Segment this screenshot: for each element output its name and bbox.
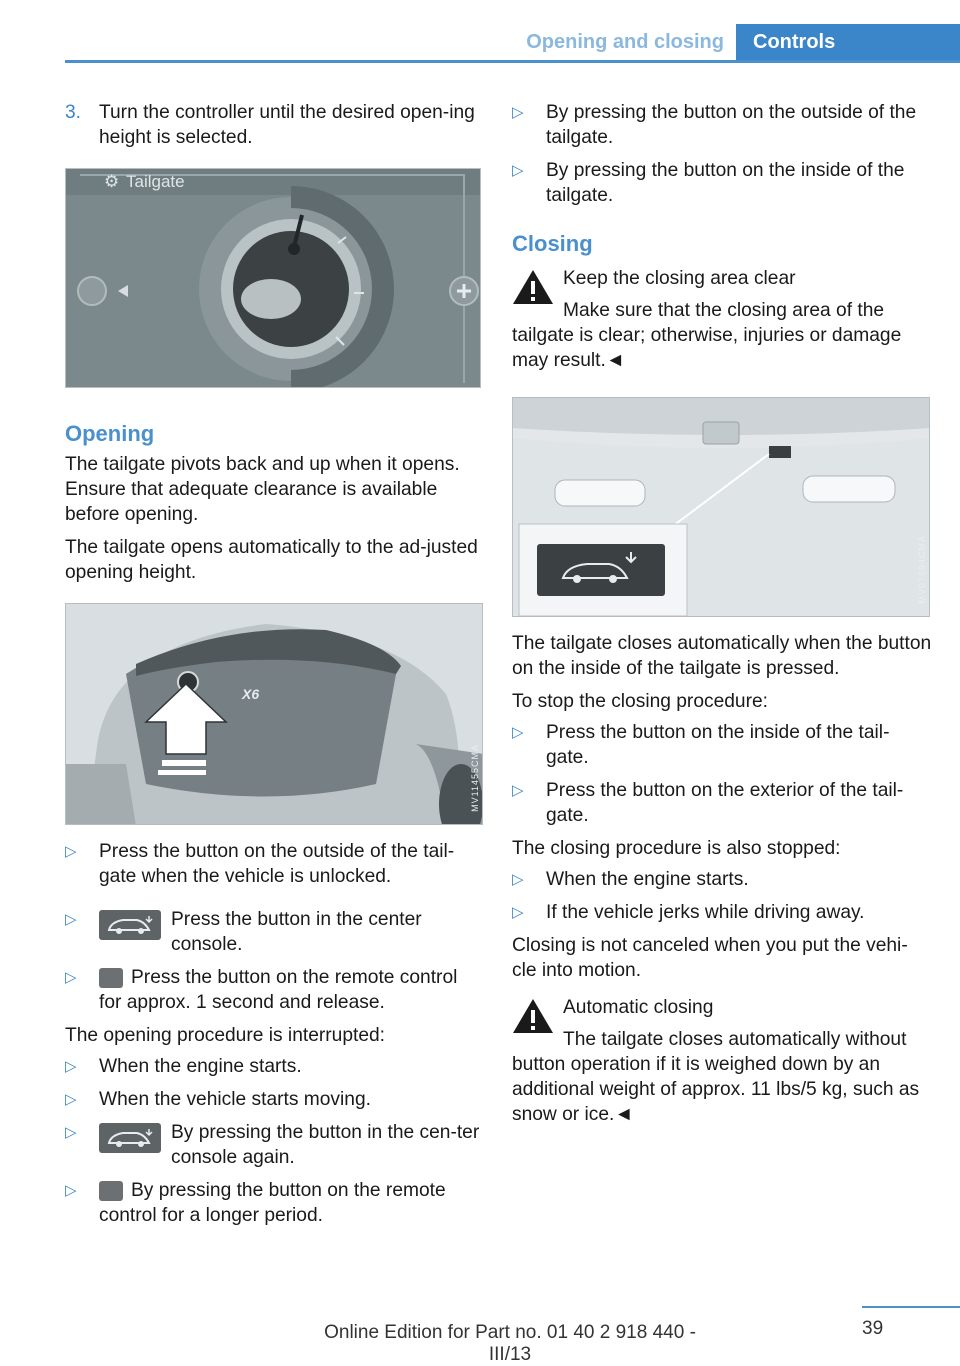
list-item (65, 1087, 485, 1112)
warning-title: Keep the closing area clear (563, 268, 796, 289)
triangle-bullet-icon: ▷ (512, 104, 524, 121)
controller-dial-illustration (66, 169, 481, 388)
list-item-text: If the vehicle jerks while driving away. (546, 902, 865, 923)
warning-triangle-icon (512, 268, 554, 306)
list-item (512, 158, 932, 208)
interrupted-label: The opening procedure is interrupted: (65, 1025, 385, 1046)
right-column (512, 100, 932, 1127)
opening-paragraph-1: The tailgate pivots back and up when it opens. Ensure that adequate clearance is available before opening. (65, 454, 460, 525)
list-item-text: By pressing the button on the outside of the tailgate. (546, 102, 917, 148)
x6-badge: X6 (242, 686, 260, 702)
triangle-bullet-icon: ▷ (65, 1182, 77, 1199)
triangle-bullet-icon: ▷ (512, 724, 524, 741)
remote-key-icon (99, 968, 123, 988)
closing-paragraph: The tailgate closes automatically when the button on the inside of the tailgate is pressed. (512, 633, 932, 679)
closing-heading: Closing (512, 231, 593, 256)
list-item-text: Press the button on the outside of the tail-gate when the vehicle is unlocked. (99, 841, 455, 887)
list-item-text: Press the button on the remote control for approx. 1 second and release. (99, 967, 458, 1013)
triangle-bullet-icon: ▷ (512, 871, 524, 888)
triangle-bullet-icon: ▷ (65, 843, 77, 860)
warning-block (512, 266, 932, 373)
triangle-bullet-icon: ▷ (65, 911, 77, 928)
list-item-text: When the engine starts. (546, 869, 749, 890)
remote-key-icon (99, 1181, 123, 1201)
step-3 (65, 100, 485, 150)
list-item (65, 907, 485, 957)
header-tab-controls[interactable]: Controls (736, 24, 960, 60)
tailgate-controller-figure (65, 168, 481, 388)
list-item (65, 1178, 485, 1228)
list-item-text: Press the button on the exterior of the tail-gate. (546, 780, 904, 826)
stop-label: To stop the closing procedure: (512, 691, 768, 712)
inside-tailgate-figure (512, 397, 930, 617)
list-item-text: Press the button on the inside of the tail-gate. (546, 722, 890, 768)
car-rear-illustration (66, 604, 483, 825)
list-item (512, 900, 932, 925)
list-item (512, 100, 932, 150)
warning-triangle-icon (512, 997, 554, 1035)
list-item (512, 720, 932, 770)
also-stopped-label: The closing procedure is also stopped: (512, 838, 841, 859)
triangle-bullet-icon: ▷ (512, 904, 524, 921)
triangle-bullet-icon: ▷ (65, 1091, 77, 1108)
warning-title: Automatic closing (563, 997, 714, 1018)
header-section-title: Opening and closing (526, 31, 724, 53)
inside-tailgate-illustration (513, 398, 930, 617)
triangle-bullet-icon: ▷ (65, 969, 77, 986)
figure-code: MV11455CMA (470, 744, 480, 812)
list-item-text: When the vehicle starts moving. (99, 1089, 371, 1110)
step-number: 3. (65, 102, 82, 123)
opening-heading: Opening (65, 421, 155, 446)
list-item (65, 1120, 485, 1170)
list-item-text: Press the button in the center console. (171, 909, 422, 955)
list-item (65, 965, 485, 1015)
step-text: Turn the controller until the desired open-ing height is selected. (99, 102, 475, 148)
warning-text: Make sure that the closing area of the tailgate is clear; otherwise, injuries or damage may result.◄ (512, 300, 902, 371)
left-column (65, 100, 485, 1228)
list-item (512, 867, 932, 892)
list-item-text: By pressing the button on the remote control for a longer period. (99, 1180, 446, 1226)
gear-icon: ⚙ (104, 172, 120, 191)
page-number: 39 (862, 1318, 884, 1339)
warning-text: The tailgate closes automatically without button operation if it is weighed down by an additional weight of approx. 11 lbs/5 kg, such as snow or ice.◄ (512, 1029, 920, 1125)
list-item-text: By pressing the button on the inside of the tailgate. (546, 160, 905, 206)
triangle-bullet-icon: ▷ (512, 782, 524, 799)
triangle-bullet-icon: ▷ (65, 1124, 77, 1141)
header-rule (65, 60, 960, 63)
figure-code: MV07694CMA (917, 535, 927, 604)
triangle-bullet-icon: ▷ (512, 162, 524, 179)
list-item-text: When the engine starts. (99, 1056, 302, 1077)
warning-block (512, 995, 932, 1127)
figure-title: Tailgate (126, 172, 185, 191)
tailgate-button-icon (99, 910, 161, 940)
footer-edition-text: Online Edition for Part no. 01 40 2 918 440 - III/13 (324, 1322, 696, 1365)
list-item (65, 1054, 485, 1079)
car-rear-figure (65, 603, 483, 825)
triangle-bullet-icon: ▷ (65, 1058, 77, 1075)
footer-rule (862, 1306, 960, 1308)
opening-paragraph-2: The tailgate opens automatically to the ad-justed opening height. (65, 537, 478, 583)
list-item-text: By pressing the button in the cen-ter console again. (171, 1122, 480, 1168)
list-item (65, 839, 485, 889)
not-canceled-paragraph: Closing is not canceled when you put the vehi-cle into motion. (512, 935, 908, 981)
list-item (512, 778, 932, 828)
tailgate-button-icon (99, 1123, 161, 1153)
